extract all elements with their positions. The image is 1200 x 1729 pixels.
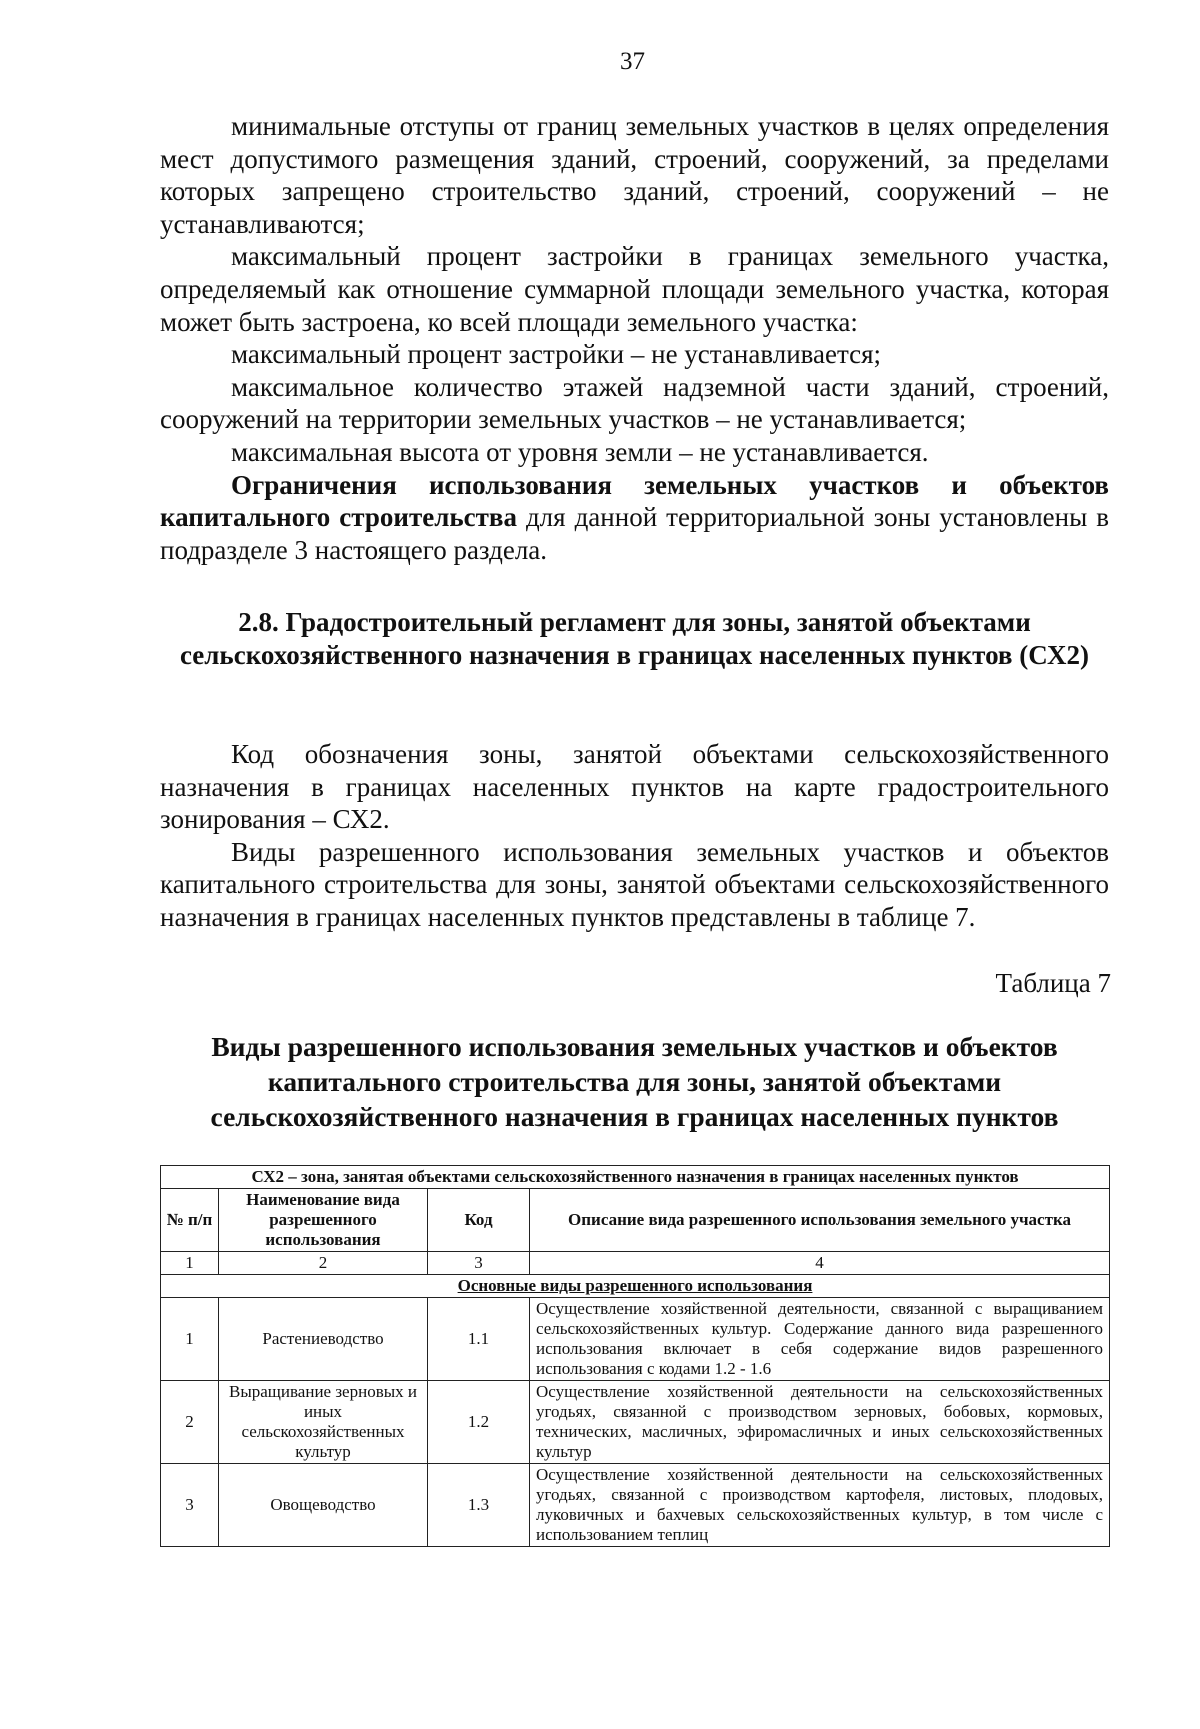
group-row bbox=[161, 1275, 1110, 1298]
intro-text bbox=[160, 110, 1109, 566]
row-code: 1.1 bbox=[428, 1298, 530, 1381]
restriction-bold: Ограничения использования земельных участков и объектов капитального строительства bbox=[160, 469, 1109, 533]
row-desc: Осуществление хозяйственной деятельности, связанной с выращиванием сельскохозяйственных культур. Содержание данного вида разрешенного использования включает в себя содержание видов разрешенного использования с кодами 1.2 - 1.6 bbox=[530, 1298, 1110, 1381]
row-name: Выращивание зерновых и иных сельскохозяйственных культур bbox=[219, 1381, 428, 1464]
paragraph: максимальное количество этажей надземной части зданий, строений, сооружений на территории земельных участков – не устанавливается; bbox=[160, 371, 1109, 435]
section-text bbox=[160, 738, 1109, 934]
column-number-row bbox=[161, 1252, 1110, 1275]
paragraph: максимальная высота от уровня земли – не устанавливается. bbox=[231, 436, 929, 467]
group-title: Основные виды разрешенного использования bbox=[161, 1275, 1110, 1298]
row-num: 2 bbox=[161, 1381, 219, 1464]
restriction-paragraph bbox=[160, 469, 1109, 567]
table-title: Виды разрешенного использования земельных участков и объектов капитального строительства для зоны, занятой объектами сельскохозяйственного назначения в границах населенных пунктов bbox=[210, 1031, 1059, 1132]
header-name: Наименование вида разрешенного использования bbox=[219, 1189, 428, 1252]
paragraph: Код обозначения зоны, занятой объектами сельскохозяйственного назначения в границах населенных пунктов на карте градостроительного зонирования – СХ2. bbox=[160, 739, 1109, 835]
row-desc: Осуществление хозяйственной деятельности на сельскохозяйственных угодьях, связанной с производством зерновых, бобовых, кормовых, технических, масличных, эфиромасличных и иных сельскохозяйственных культур bbox=[530, 1381, 1110, 1464]
column-number: 2 bbox=[219, 1252, 428, 1275]
paragraph: минимальные отступы от границ земельных участков в целях определения мест допустимого размещения зданий, строений, сооружений, за пределами которых запрещено строительство зданий, строений, сооружений – не устанавливаются; bbox=[160, 111, 1109, 239]
header-code: Код bbox=[428, 1189, 530, 1252]
row-num: 3 bbox=[161, 1464, 219, 1547]
table-row bbox=[161, 1298, 1110, 1381]
restriction-rest: для данной территориальной зоны установлены в подразделе 3 настоящего раздела. bbox=[160, 502, 1109, 565]
column-number: 3 bbox=[428, 1252, 530, 1275]
row-code: 1.2 bbox=[428, 1381, 530, 1464]
paragraph: Виды разрешенного использования земельных участков и объектов капитального строительства для зоны, занятой объектами сельскохозяйственного назначения в границах населенных пунктов представлены в таблице 7. bbox=[160, 836, 1109, 932]
paragraph: максимальный процент застройки – не устанавливается; bbox=[231, 339, 882, 370]
header-row bbox=[161, 1189, 1110, 1252]
row-num: 1 bbox=[161, 1298, 219, 1381]
table-row bbox=[161, 1381, 1110, 1464]
row-code: 1.3 bbox=[428, 1464, 530, 1547]
regulation-table bbox=[160, 1165, 1110, 1547]
zone-caption: СХ2 – зона, занятая объектами сельскохозяйственного назначения в границах населенных пунктов bbox=[161, 1166, 1110, 1189]
table-label: Таблица 7 bbox=[995, 968, 1111, 998]
row-name: Овощеводство bbox=[219, 1464, 428, 1547]
paragraph: максимальный процент застройки в границах земельного участка, определяемый как отношение суммарной площади земельного участка, которая может быть застроена, ко всей площади земельного участка: bbox=[160, 241, 1109, 337]
row-name: Растениеводство bbox=[219, 1298, 428, 1381]
column-number: 4 bbox=[530, 1252, 1110, 1275]
row-desc: Осуществление хозяйственной деятельности на сельскохозяйственных угодьях, связанной с производством картофеля, листовых, плодовых, луковичных и бахчевых сельскохозяйственных культур, в том числе с использованием теплиц bbox=[530, 1464, 1110, 1547]
page-number: 37 bbox=[620, 48, 645, 75]
header-num: № п/п bbox=[161, 1189, 219, 1252]
header-desc: Описание вида разрешенного использования земельного участка bbox=[530, 1189, 1110, 1252]
zone-caption-row bbox=[161, 1166, 1110, 1189]
table-row bbox=[161, 1464, 1110, 1547]
column-number: 1 bbox=[161, 1252, 219, 1275]
section-heading: 2.8. Градостроительный регламент для зоны, занятой объектами сельскохозяйственного назначения в границах населенных пунктов (СХ2) bbox=[179, 607, 1090, 670]
